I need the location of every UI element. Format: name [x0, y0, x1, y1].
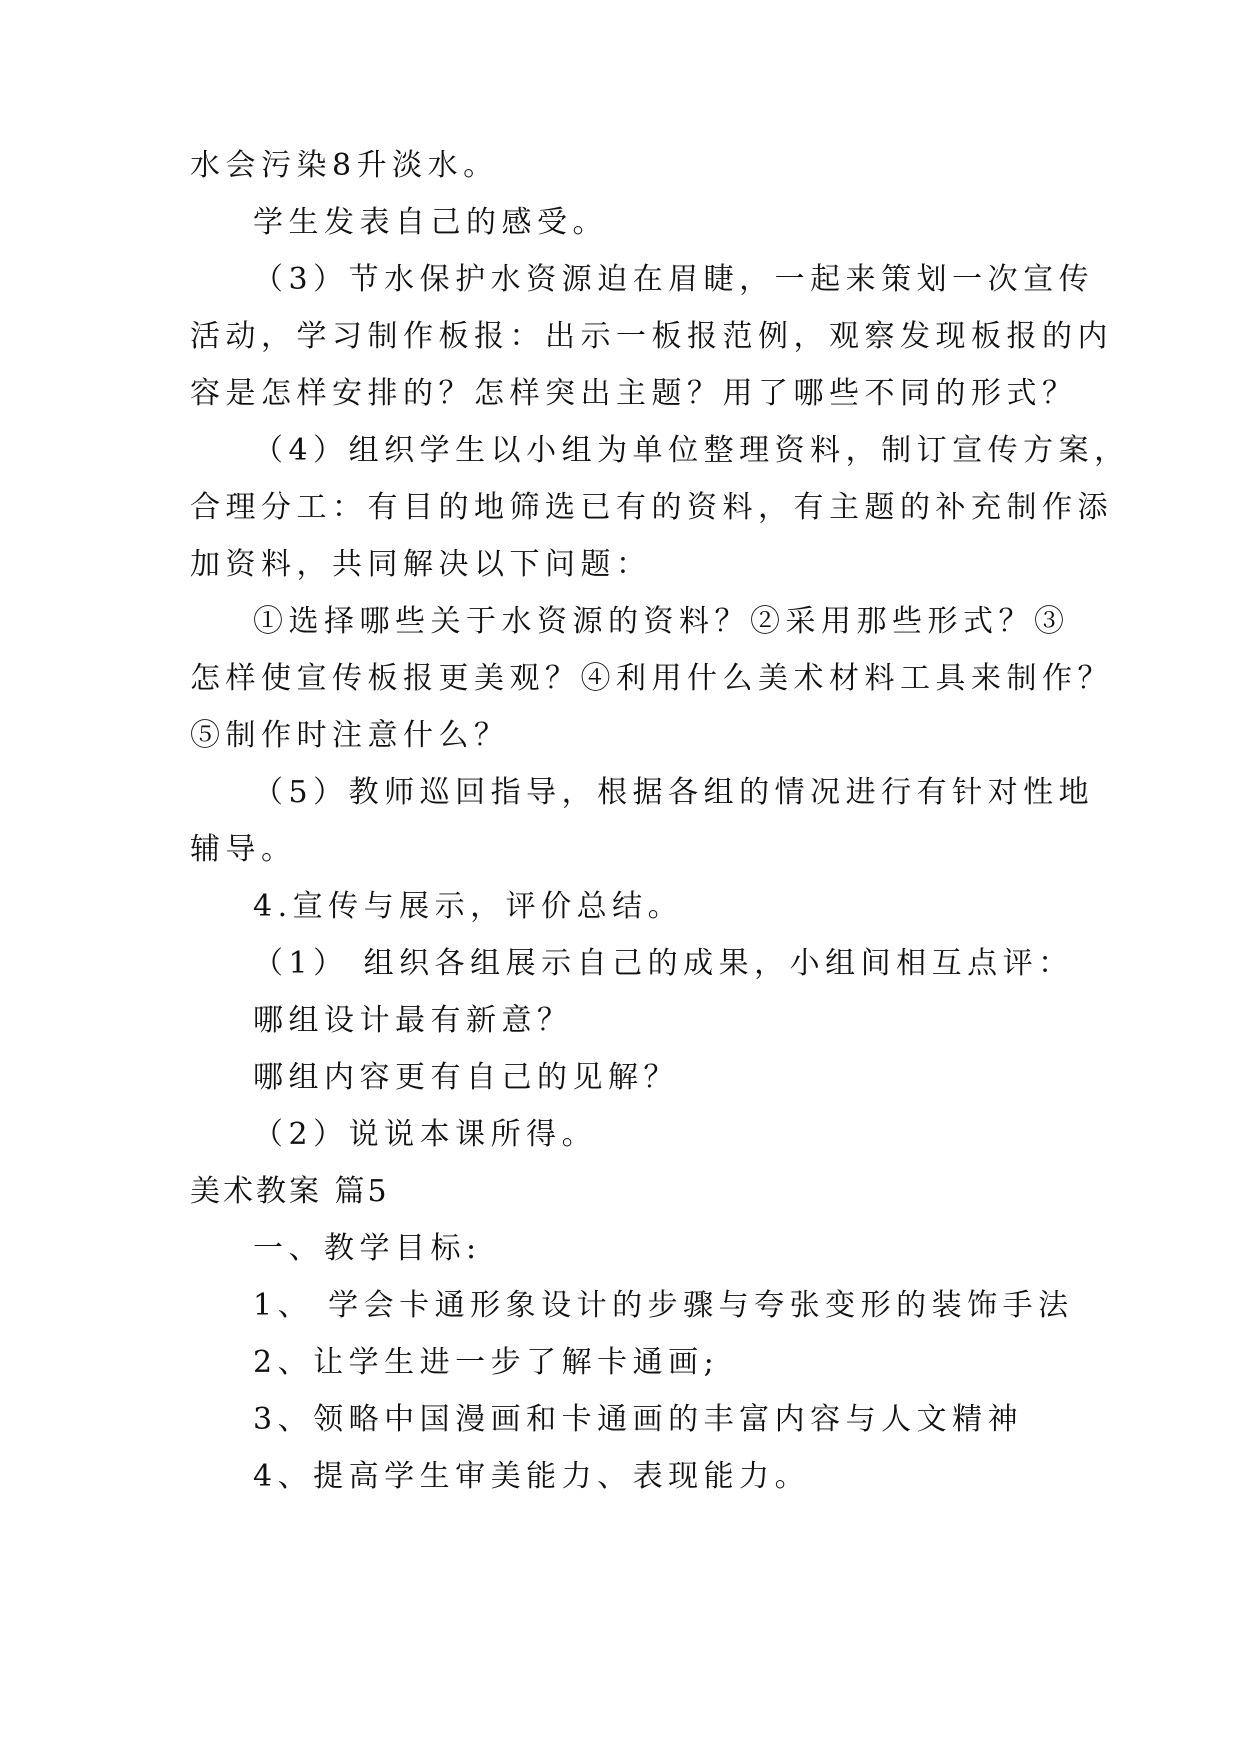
text-line: 学生发表自己的感受。 [253, 205, 608, 240]
text-line: 活动，学习制作板报：出示一板报范例，观察发现板报的内 [190, 319, 1113, 354]
text-line: 加资料，共同解决以下问题： [190, 547, 652, 582]
text-line: 辅导。 [190, 832, 297, 867]
text-line: 水会污染8升淡水。 [190, 148, 499, 183]
text-line: 3、领略中国漫画和卡通画的丰富内容与人文精神 [253, 1402, 1024, 1437]
text-line: （2）说说本课所得。 [253, 1117, 598, 1152]
section-heading: 美术教案 篇5 [190, 1174, 390, 1209]
text-line: 4、提高学生审美能力、表现能力。 [253, 1459, 811, 1494]
text-line: 哪组设计最有新意？ [253, 1003, 573, 1038]
text-line: 一、教学目标: [253, 1231, 482, 1266]
text-line: 2、让学生进一步了解卡通画; [253, 1345, 720, 1380]
text-line: （4）组织学生以小组为单位整理资料，制订宣传方案， [253, 433, 1130, 468]
text-line: （1） 组织各组展示自己的成果，小组间相互点评： [253, 946, 1074, 981]
text-line: 1、 学会卡通形象设计的步骤与夸张变形的装饰手法 [253, 1288, 1074, 1323]
text-line: （3）节水保护水资源迫在眉睫，一起来策划一次宣传 [253, 262, 1095, 297]
text-line: 哪组内容更有自己的见解？ [253, 1060, 679, 1095]
text-line: 容是怎样安排的？怎样突出主题？用了哪些不同的形式？ [190, 376, 1078, 411]
text-line: ⑤制作时注意什么？ [190, 718, 510, 753]
text-line: 合理分工：有目的地筛选已有的资料，有主题的补充制作添 [190, 490, 1113, 525]
text-line: 4.宣传与展示，评价总结。 [253, 889, 684, 924]
text-line: ①选择哪些关于水资源的资料？②采用那些形式？③ [253, 604, 1070, 639]
text-line: （5）教师巡回指导，根据各组的情况进行有针对性地 [253, 775, 1095, 810]
text-line: 怎样使宣传板报更美观？④利用什么美术材料工具来制作？ [190, 661, 1113, 696]
